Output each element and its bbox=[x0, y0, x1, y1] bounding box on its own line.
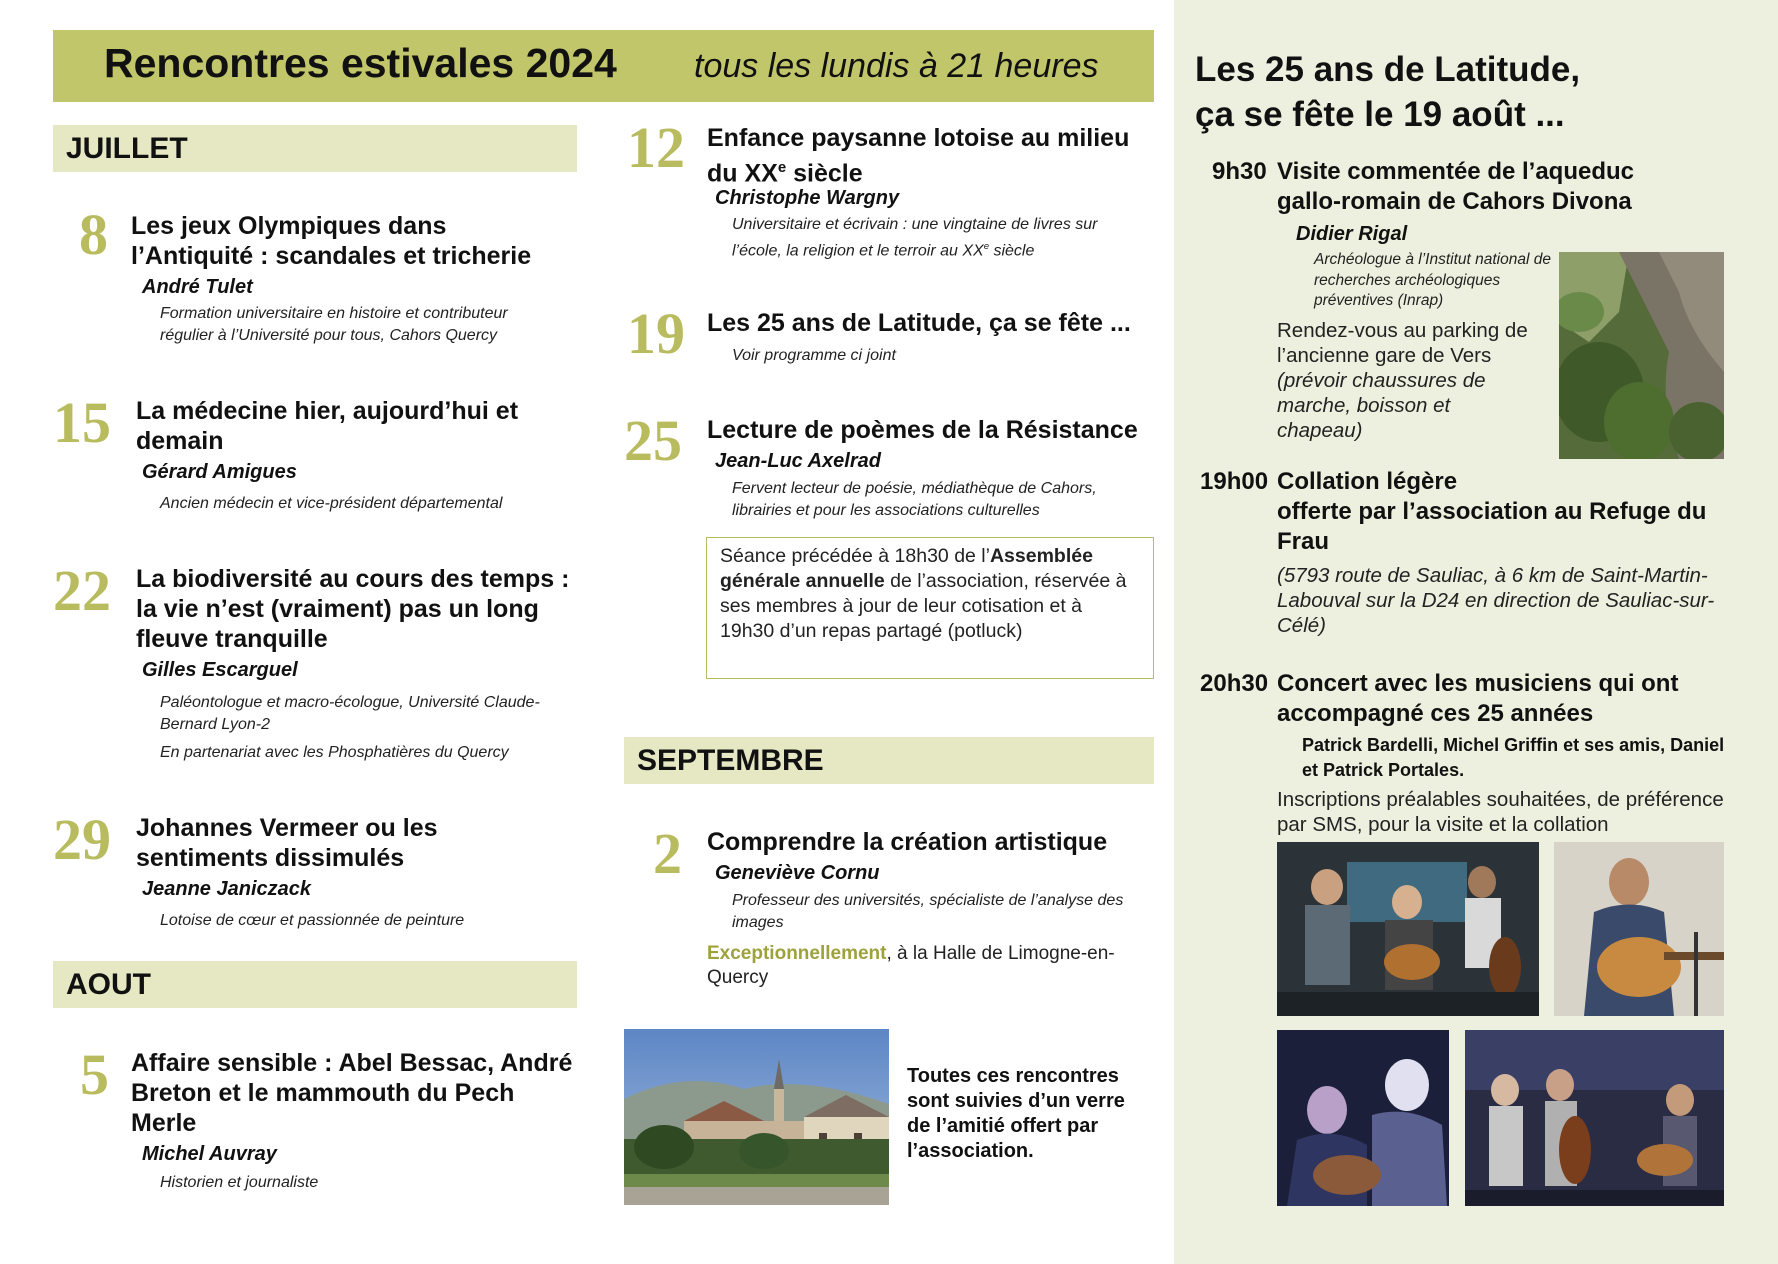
collation-title: Collation légère bbox=[1277, 468, 1458, 495]
right-heading: Les 25 ans de Latitude, ça se fête le 19 août ... bbox=[1195, 50, 1581, 134]
exception-note: Exceptionnellement, à la Halle de Limogne-en-Quercy bbox=[707, 943, 1115, 988]
event-bio: Ancien médecin et vice-président départemental bbox=[160, 495, 503, 512]
event-speaker: Gérard Amigues bbox=[142, 461, 297, 483]
event-bio: Lotoise de cœur et passionnée de peinture bbox=[160, 912, 465, 929]
month-august: AOUT bbox=[53, 961, 577, 1008]
event-day: 12 bbox=[627, 115, 685, 180]
event-title: La médecine hier, aujourd’hui et demain bbox=[136, 397, 519, 455]
event-speaker: Christophe Wargny bbox=[715, 187, 900, 209]
event-bio: Fervent lecteur de poésie, médiathèque de Cahors, librairies et pour les associations culturelles bbox=[732, 480, 1097, 519]
signup-note: Inscriptions préalables souhaitées, de préférence par SMS, pour la visite et la collation bbox=[1277, 788, 1724, 836]
collation-time: 19h00 bbox=[1200, 468, 1269, 495]
event-speaker: André Tulet bbox=[142, 276, 253, 298]
concert-photo-1 bbox=[1277, 842, 1539, 1016]
visit-meeting-point: Rendez-vous au parking de l’ancienne gare de Vers (prévoir chaussures de marche, boisson et chapeau) bbox=[1277, 319, 1528, 442]
collation-address: (5793 route de Sauliac, à 6 km de Saint-Martin-Labouval sur la D24 en direction de Sauliac-sur-Célé) bbox=[1277, 564, 1715, 637]
month-september: SEPTEMBRE bbox=[624, 737, 1154, 784]
aqueduct-photo bbox=[1559, 252, 1724, 459]
event-speaker: Gilles Escarguel bbox=[142, 659, 298, 681]
closing-note: Toutes ces rencontres sont suivies d’un verre de l’amitié offert par l’association. bbox=[907, 1065, 1125, 1162]
event-day: 22 bbox=[53, 558, 111, 623]
abbey-photo bbox=[624, 1029, 889, 1205]
event-day: 19 bbox=[627, 301, 685, 366]
visit-speaker-bio: Archéologue à l’Institut national de recherches archéologiques préventives (Inrap) bbox=[1314, 251, 1551, 309]
event-bio: Voir programme ci joint bbox=[732, 347, 896, 364]
event-speaker: Michel Auvray bbox=[142, 1143, 277, 1165]
concert-time: 20h30 bbox=[1200, 670, 1269, 697]
event-title: La biodiversité au cours des temps : la vie n’est (vraiment) pas un long fleuve tranquille bbox=[136, 565, 570, 653]
event-day: 5 bbox=[80, 1042, 109, 1107]
assembly-note: Séance précédée à 18h30 de l’Assemblée générale annuelle de l’association, réservée à ses membres à jour de leur cotisation et à 19h30 d’un repas partagé (potluck) bbox=[706, 537, 1154, 679]
event-title: Lecture de poèmes de la Résistance bbox=[707, 416, 1138, 444]
event-partnership: En partenariat avec les Phosphatières du Quercy bbox=[160, 744, 509, 761]
concert-musicians: Patrick Bardelli, Michel Griffin et ses amis, Daniel et Patrick Portales. bbox=[1302, 735, 1725, 780]
event-bio: Historien et journaliste bbox=[160, 1174, 319, 1191]
collation-place: offerte par l’association au Refuge du Frau bbox=[1277, 498, 1707, 555]
event-speaker: Jean-Luc Axelrad bbox=[715, 450, 881, 472]
concert-photo-3 bbox=[1277, 1030, 1449, 1206]
banner-subtitle: tous les lundis à 21 heures bbox=[694, 47, 1099, 85]
event-day: 25 bbox=[624, 408, 682, 473]
event-title: Les jeux Olympiques dans l’Antiquité : scandales et tricherie bbox=[131, 212, 532, 270]
concert-photo-4 bbox=[1465, 1030, 1724, 1206]
visit-speaker: Didier Rigal bbox=[1296, 223, 1408, 245]
event-day: 15 bbox=[53, 390, 111, 455]
event-day: 2 bbox=[653, 821, 682, 886]
concert-title: Concert avec les musiciens qui ont accompagné ces 25 années bbox=[1277, 670, 1679, 727]
event-bio: Universitaire et écrivain : une vingtaine de livres sur l’école, la religion et le terroir au XXe siècle bbox=[732, 216, 1098, 260]
event-bio: Paléontologue et macro-écologue, Université Claude-Bernard Lyon-2 bbox=[160, 694, 540, 733]
event-title: Enfance paysanne lotoise au milieu du XXe siècle bbox=[707, 124, 1130, 188]
event-speaker: Geneviève Cornu bbox=[715, 862, 880, 884]
visit-title: Visite commentée de l’aqueduc gallo-romain de Cahors Divona bbox=[1277, 158, 1635, 215]
event-title: Comprendre la création artistique bbox=[707, 828, 1108, 856]
month-july: JUILLET bbox=[53, 125, 577, 172]
concert-photo-2 bbox=[1554, 842, 1724, 1016]
event-day: 29 bbox=[53, 807, 111, 872]
event-title: Les 25 ans de Latitude, ça se fête ... bbox=[707, 309, 1131, 337]
event-day: 8 bbox=[79, 202, 108, 267]
banner-title: Rencontres estivales 2024 bbox=[104, 40, 617, 86]
event-title: Affaire sensible : Abel Bessac, André Breton et le mammouth du Pech Merle bbox=[131, 1049, 573, 1137]
visit-time: 9h30 bbox=[1212, 158, 1267, 185]
event-bio: Professeur des universités, spécialiste de l’analyse des images bbox=[732, 892, 1124, 931]
event-bio: Formation universitaire en histoire et contributeur régulier à l’Université pour tous, Cahors Quercy bbox=[160, 305, 508, 344]
event-title: Johannes Vermeer ou les sentiments dissimulés bbox=[136, 814, 438, 872]
event-speaker: Jeanne Janiczack bbox=[142, 878, 311, 900]
